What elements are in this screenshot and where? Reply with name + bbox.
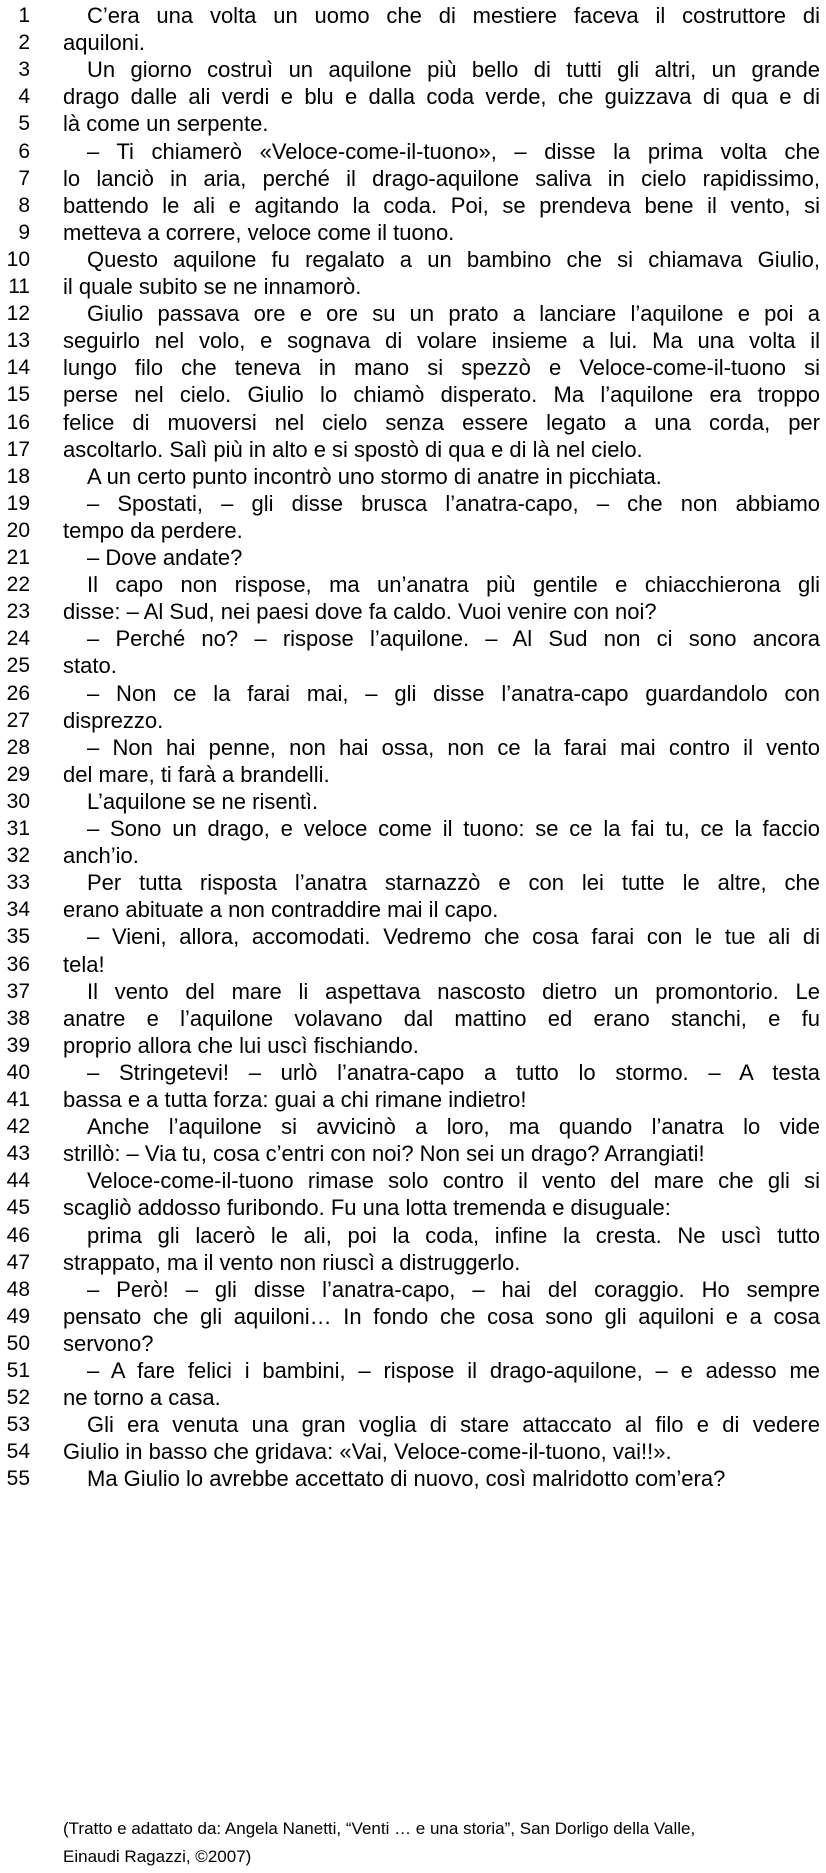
line-text: il quale subito se ne innamorò. <box>63 274 362 299</box>
line-text: pensato che gli aquiloni… In fondo che cosa sono gli aquiloni e a cosa <box>63 1303 820 1329</box>
line-number: 26 <box>6 681 30 705</box>
line-text: proprio allora che lui uscì fischiando. <box>63 1032 419 1058</box>
line-text: là come un serpente. <box>63 111 269 137</box>
line-number: 41 <box>6 1088 30 1111</box>
line-number: 35 <box>6 925 30 949</box>
line-number: 27 <box>6 708 30 732</box>
line-number: 18 <box>6 464 30 488</box>
line-text: prima gli lacerò le ali, poi la coda, infine la cresta. Ne uscì tutto <box>87 1222 820 1248</box>
line-number: 11 <box>8 275 30 298</box>
line-number: 10 <box>6 247 30 271</box>
line-number: 6 <box>18 139 30 163</box>
line-text: Giulio in basso che gridava: «Vai, Veloce-come-il-tuono, vai!!». <box>63 1439 672 1465</box>
line-text: – Dove andate? <box>87 545 243 570</box>
line-text: aquiloni. <box>63 30 145 56</box>
line-number: 29 <box>6 762 30 786</box>
line-number: 19 <box>6 491 30 515</box>
line-text: lo lanciò in aria, perché il drago-aquilone saliva in cielo rapidissimo, <box>63 165 820 191</box>
line-text: strappato, ma il vento non riuscì a distruggerlo. <box>63 1249 521 1275</box>
line-text: Gli era venuta una gran voglia di stare attaccato al filo e di vedere <box>87 1412 820 1438</box>
line-text: – Stringetevi! – urlò l’anatra-capo a tutto lo stormo. – A testa <box>87 1059 820 1085</box>
line-text: – Vieni, allora, accomodati. Vedremo che cosa farai con le tue ali di <box>87 924 820 950</box>
line-number: 16 <box>6 410 30 434</box>
line-number: 51 <box>6 1359 30 1382</box>
line-text: – Sono un drago, e veloce come il tuono: se ce la fai tu, ce la faccio <box>87 816 820 841</box>
line-text: tela! <box>63 951 105 977</box>
line-text: – Perché no? – rispose l’aquilone. – Al Sud non ci sono ancora <box>87 626 820 652</box>
line-number: 9 <box>18 220 30 244</box>
line-number: 54 <box>6 1440 30 1464</box>
line-text: anch’io. <box>63 843 139 869</box>
line-number: 30 <box>6 789 30 813</box>
line-text: – Non ce la farai mai, – gli disse l’anatra-capo guardandolo con <box>87 680 820 706</box>
line-number: 33 <box>6 871 30 895</box>
line-number: 28 <box>6 735 30 759</box>
text-line <box>0 1463 826 1495</box>
line-text: drago dalle ali verdi e blu e dalla coda verde, che guizzava di qua e di <box>63 84 820 110</box>
citation-line-2: Einaudi Ragazzi, ©2007) <box>63 1847 252 1866</box>
line-number: 7 <box>18 166 30 190</box>
line-text: erano abituate a non contraddire mai il capo. <box>63 897 499 923</box>
line-text: – A fare felici i bambini, – rispose il drago-aquilone, – e adesso me <box>87 1358 820 1383</box>
line-number: 31 <box>6 817 30 840</box>
line-number: 52 <box>6 1386 30 1410</box>
line-number: 48 <box>6 1277 30 1301</box>
line-text: – Però! – gli disse l’anatra-capo, – hai del coraggio. Ho sempre <box>87 1276 820 1302</box>
line-number: 22 <box>6 573 30 597</box>
line-text: A un certo punto incontrò uno stormo di anatre in picchiata. <box>87 463 662 489</box>
line-text: – Spostati, – gli disse brusca l’anatra-capo, – che non abbiamo <box>87 490 820 516</box>
line-text: tempo da perdere. <box>63 517 243 543</box>
line-text: Il vento del mare li aspettava nascosto dietro un promontorio. Le <box>87 978 820 1004</box>
line-number: 49 <box>6 1304 30 1328</box>
line-number: 42 <box>6 1115 30 1139</box>
line-number: 32 <box>6 844 30 868</box>
line-number: 38 <box>6 1006 30 1030</box>
line-number: 53 <box>6 1413 30 1437</box>
line-number: 3 <box>18 58 30 82</box>
line-text: ne torno a casa. <box>63 1385 221 1411</box>
line-number: 34 <box>6 898 30 922</box>
line-number: 5 <box>18 112 30 136</box>
line-text: del mare, ti farà a brandelli. <box>63 761 330 787</box>
line-text: battendo le ali e agitando la coda. Poi, se prendeva bene il vento, si <box>63 192 820 218</box>
line-number: 40 <box>6 1060 30 1084</box>
line-number: 50 <box>6 1331 30 1355</box>
line-number: 37 <box>6 979 30 1003</box>
line-number: 12 <box>6 302 30 326</box>
line-number: 45 <box>6 1196 30 1220</box>
line-number: 4 <box>18 85 30 109</box>
line-text: scagliò addosso furibondo. Fu una lotta tremenda e disuguale: <box>63 1195 671 1221</box>
line-number: 55 <box>6 1467 30 1491</box>
line-text: disprezzo. <box>63 707 164 733</box>
line-text: metteva a correre, veloce come il tuono. <box>63 219 455 245</box>
line-text: Veloce-come-il-tuono rimase solo contro il vento del mare che gli si <box>87 1168 820 1194</box>
line-number: 39 <box>6 1033 30 1057</box>
line-text: – Non hai penne, non hai ossa, non ce la farai mai contro il vento <box>87 734 820 760</box>
line-number: 1 <box>18 4 30 27</box>
line-text: stato. <box>63 653 117 679</box>
line-text: seguirlo nel volo, e sognava di volare insieme a lui. Ma una volta il <box>63 328 820 354</box>
line-text: Il capo non rispose, ma un’anatra più gentile e chiacchierona gli <box>87 572 820 598</box>
line-text: strillò: – Via tu, cosa c’entri con noi? Non sei un drago? Arrangiati! <box>63 1141 705 1167</box>
line-text: Ma Giulio lo avrebbe accettato di nuovo, così malridotto com’era? <box>87 1466 726 1492</box>
line-number: 20 <box>6 518 30 542</box>
source-citation <box>63 1815 820 1871</box>
line-number: 13 <box>6 329 30 353</box>
line-number: 36 <box>6 952 30 976</box>
line-text: Anche l’aquilone si avvicinò a loro, ma quando l’anatra lo vide <box>87 1114 820 1140</box>
line-text: bassa e a tutta forza: guai a chi rimane indietro! <box>63 1087 527 1112</box>
line-number: 14 <box>6 356 30 380</box>
line-number: 25 <box>6 654 30 678</box>
line-text: disse: – Al Sud, nei paesi dove fa caldo. Vuoi venire con noi? <box>63 599 657 625</box>
line-text: Per tutta risposta l’anatra starnazzò e con lei tutte le altre, che <box>87 870 820 896</box>
line-text: L’aquilone se ne risentì. <box>87 788 319 814</box>
line-text: felice di muoversi nel cielo senza essere legato a una corda, per <box>63 409 820 435</box>
line-text: Questo aquilone fu regalato a un bambino che si chiamava Giulio, <box>87 246 820 272</box>
line-text: C’era una volta un uomo che di mestiere faceva il costruttore di <box>87 3 820 28</box>
line-text: – Ti chiamerò «Veloce-come-il-tuono», – disse la prima volta che <box>87 138 820 164</box>
line-number: 21 <box>6 546 30 569</box>
citation-line-1: (Tratto e adattato da: Angela Nanetti, “Venti … e una storia”, San Dorligo della Valle, <box>63 1819 696 1838</box>
line-number: 8 <box>18 193 30 217</box>
line-number: 24 <box>6 627 30 651</box>
line-number: 23 <box>6 600 30 624</box>
line-text: lungo filo che teneva in mano si spezzò e Veloce-come-il-tuono si <box>63 355 820 381</box>
line-text: anatre e l’aquilone volavano dal mattino ed erano stanchi, e fu <box>63 1005 820 1031</box>
line-text: Giulio passava ore e ore su un prato a lanciare l’aquilone e poi a <box>87 301 820 327</box>
line-number: 46 <box>6 1223 30 1247</box>
line-number: 2 <box>18 31 30 55</box>
line-number: 17 <box>6 437 30 461</box>
line-number: 44 <box>6 1169 30 1193</box>
line-text: ascoltarlo. Salì più in alto e si spostò di qua e di là nel cielo. <box>63 436 643 462</box>
line-number: 47 <box>6 1250 30 1274</box>
line-text: perse nel cielo. Giulio lo chiamò disperato. Ma l’aquilone era troppo <box>63 382 820 408</box>
line-text: servono? <box>63 1330 154 1356</box>
line-number: 15 <box>6 383 30 407</box>
line-number: 43 <box>6 1142 30 1166</box>
line-text: Un giorno costruì un aquilone più bello di tutti gli altri, un grande <box>87 57 820 83</box>
